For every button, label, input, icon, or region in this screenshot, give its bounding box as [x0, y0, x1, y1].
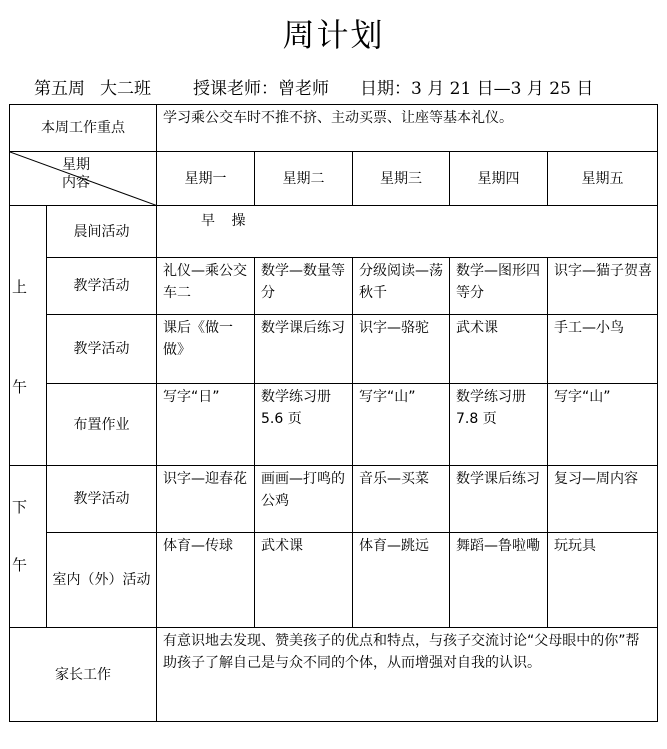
- day-header-2: 星期二: [255, 152, 353, 206]
- am-char-1: 上: [12, 278, 28, 296]
- info-line: [34, 74, 85, 99]
- am-section-label: [10, 206, 47, 466]
- am-teach1-fri: 识字—猫子贺喜: [548, 258, 658, 315]
- am-char-2: 午: [12, 378, 28, 396]
- focus-row: [10, 105, 658, 152]
- pm-section-label: [10, 466, 47, 628]
- pm-activity-tue: 武术课: [255, 533, 353, 628]
- am-teach2-fri: 手工—小鸟: [548, 315, 658, 384]
- pm-activity-thu: 舞蹈—鲁啦嘞: [450, 533, 548, 628]
- day-header-3: 星期三: [353, 152, 450, 206]
- morning-label: 晨间活动: [47, 206, 157, 258]
- homework-tue: 数学练习册 5.6 页: [255, 384, 353, 466]
- weekly-plan-table: [9, 104, 658, 722]
- homework-mon: 写字“日”: [157, 384, 255, 466]
- am-teach2-wed: 识字—骆驼: [353, 315, 450, 384]
- diagonal-header-cell: [10, 152, 157, 206]
- pm-teach-wed: 音乐—买菜: [353, 466, 450, 533]
- am-teach1-mon: 礼仪—乘公交车二: [157, 258, 255, 315]
- am-teach1-tue: 数学—数量等分: [255, 258, 353, 315]
- parent-row: [10, 628, 658, 722]
- focus-text: 学习乘公交车时不推不挤、主动买票、让座等基本礼仪。: [157, 105, 658, 152]
- am-teach1-wed: 分级阅读—荡秋千: [353, 258, 450, 315]
- teacher-label: 授课老师：曾老师: [193, 79, 329, 99]
- teacher-info: [193, 74, 329, 99]
- morning-row: [10, 206, 658, 258]
- pm-activity-label: 室内（外）活动: [47, 533, 157, 628]
- pm-activity-wed: 体育—跳远: [353, 533, 450, 628]
- date-label: 日期：3 月 21 日—3 月 25 日: [360, 79, 594, 99]
- class-label: 大二班: [100, 79, 151, 99]
- homework-wed: 写字“山”: [353, 384, 450, 466]
- pm-activity-fri: 玩玩具: [548, 533, 658, 628]
- pm-activity-row: [10, 533, 658, 628]
- date-info: [360, 74, 593, 99]
- morning-text: 早 操: [157, 206, 658, 258]
- day-header-4: 星期四: [450, 152, 548, 206]
- focus-label: 本周工作重点: [10, 105, 157, 152]
- pm-activity-mon: 体育—传球: [157, 533, 255, 628]
- pm-teach-mon: 识字—迎春花: [157, 466, 255, 533]
- pm-teach-label: 教学活动: [47, 466, 157, 533]
- class-info: [100, 74, 151, 99]
- am-teach2-thu: 武术课: [450, 315, 548, 384]
- pm-char-2: 午: [12, 556, 28, 574]
- pm-teach-fri: 复习—周内容: [548, 466, 658, 533]
- am-homework-row: [10, 384, 658, 466]
- am-teach1-row: [10, 258, 658, 315]
- page-title: 周计划: [282, 16, 385, 54]
- parent-text: 有意识地去发现、赞美孩子的优点和特点，与孩子交流讨论“父母眼中的你”帮助孩子了解自己是与众不同的个体，从而增强对自我的认识。: [157, 628, 658, 722]
- diag-label-content: 内容: [62, 175, 90, 191]
- pm-teach-tue: 画画—打鸣的公鸡: [255, 466, 353, 533]
- pm-teach-thu: 数学课后练习: [450, 466, 548, 533]
- week-label: 第五周: [34, 79, 85, 99]
- parent-label: 家长工作: [10, 628, 157, 722]
- day-header-1: 星期一: [157, 152, 255, 206]
- day-header-5: 星期五: [548, 152, 658, 206]
- homework-thu: 数学练习册 7.8 页: [450, 384, 548, 466]
- pm-teach-row: [10, 466, 658, 533]
- am-teach2-mon: 课后《做一做》: [157, 315, 255, 384]
- am-teach2-tue: 数学课后练习: [255, 315, 353, 384]
- homework-fri: 写字“山”: [548, 384, 658, 466]
- homework-label: 布置作业: [47, 384, 157, 466]
- diag-label-weekday: 星期: [62, 157, 90, 173]
- am-teach2-row: [10, 315, 658, 384]
- header-row: [10, 152, 658, 206]
- am-teach2-label: 教学活动: [47, 315, 157, 384]
- am-teach1-label: 教学活动: [47, 258, 157, 315]
- am-teach1-thu: 数学—图形四等分: [450, 258, 548, 315]
- pm-char-1: 下: [12, 498, 28, 516]
